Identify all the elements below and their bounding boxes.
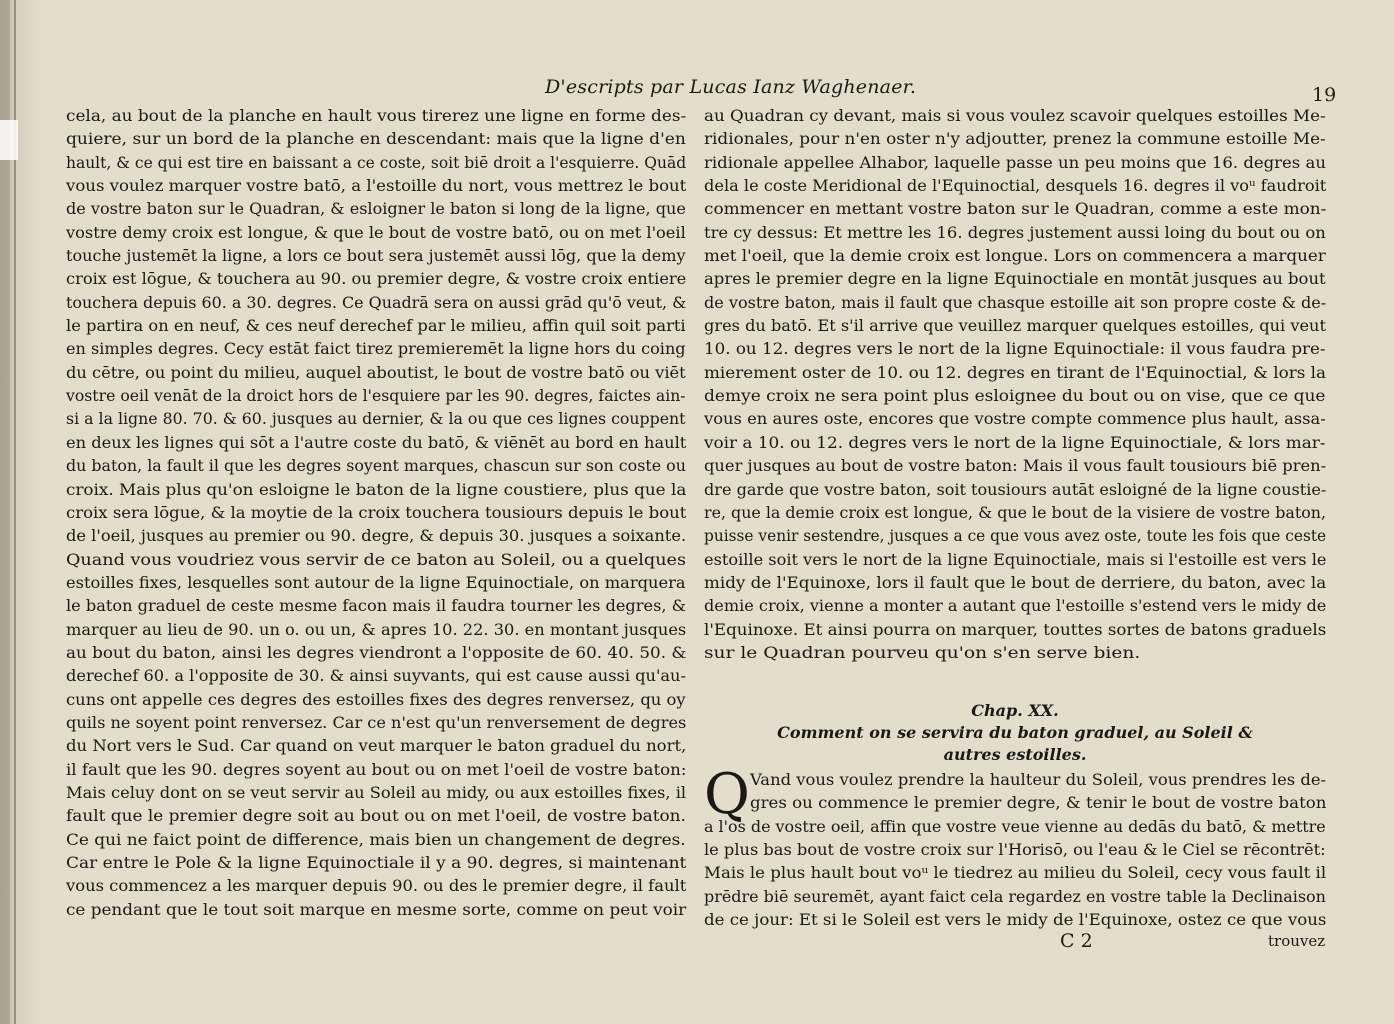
chapter-number: Chap. XX. (971, 701, 1059, 720)
text-line: commencer en mettant vostre baton sur le Quadran, comme a este mon- (704, 199, 1327, 219)
text-line: quils ne soyent point renversez. Car ce n'est qu'un renversement de degres (66, 712, 687, 732)
text-line: estoille soit vers le nort de la ligne Equinoctiale, mais si l'estoille est vers le (704, 549, 1327, 569)
text-line: le plus bas bout de vostre croix sur l'Horisō, ou l'eau & le Ciel se rēcontrēt: (704, 840, 1326, 860)
running-head: D'escripts par Lucas Ianz Waghenaer. (545, 76, 917, 98)
text-line: voir a 10. ou 12. degres vers le nort de la ligne Equinoctiale, & lors mar- (704, 432, 1326, 452)
text-line: en deux les lignes qui sōt a l'autre coste du batō, & viēnēt au bord en hault (66, 432, 687, 452)
chapter-title-line-2: autres estoilles. (943, 745, 1087, 764)
text-line: croix. Mais plus qu'on esloigne le baton de la ligne coustiere, plus que la (66, 479, 687, 499)
text-line: ridionales, pour n'en oster n'y adjoutter, prenez la commune estoille Me- (704, 129, 1326, 149)
drop-cap: Q (704, 762, 750, 827)
text-line: il fault que les 90. degres soyent au bout ou on met l'oeil de vostre baton: (66, 759, 687, 779)
text-line: quer jusques au bout de vostre baton: Mais il vous fault tousiours biē pren- (704, 456, 1327, 476)
text-line: vous commencez a les marquer depuis 90. ou des le premier degre, il fault (66, 876, 687, 896)
text-line: Ce qui ne faict point de difference, mais bien un changement de degres. (66, 829, 686, 849)
text-line: Quand vous voudriez vous servir de ce baton au Soleil, ou a quelques (66, 549, 687, 569)
text-line: Vand vous voulez prendre la haulteur du Soleil, vous prendres les de- (750, 770, 1327, 789)
text-line: du baton, la fault il que les degres soyent marques, chascun sur son coste ou (66, 456, 686, 476)
text-line: au Quadran cy devant, mais si vous voulez scavoir quelques estoilles Me- (704, 106, 1326, 125)
text-line: apres le premier degre en la ligne Equinoctiale en montāt jusques au bout (704, 269, 1326, 289)
text-line: ridionale appellee Alhabor, laquelle passe un peu moins que 16. degres au (704, 152, 1326, 172)
right-column (704, 104, 1326, 664)
chapter-body (704, 762, 1327, 931)
text-line: touche justemēt la ligne, a lors ce bout sera justemēt aussi lōg, que la demy (66, 246, 686, 266)
text-line: gres du batō. Et s'il arrive que veuillez marquer quelques estoilles, qui veut (704, 316, 1326, 336)
text-line: de vostre baton sur le Quadran, & esloigner le baton si long de la ligne, que (66, 199, 686, 219)
text-line: demye croix ne sera point plus esloignee du bout ou on vise, que ce que (704, 386, 1326, 406)
page-number: 19 (1312, 84, 1337, 106)
text-line: quiere, sur un bord de la planche en descendant: mais que la ligne d'en (66, 129, 686, 149)
text-line: croix sera lōgue, & la moytie de la croix touchera tousiours depuis le bout (66, 502, 687, 522)
text-line: au bout du baton, ainsi les degres viendront a l'opposite de 60. 40. 50. & (66, 642, 687, 662)
text-line: dre garde que vostre baton, soit tousiours autāt esloigné de la ligne coustie- (704, 479, 1327, 499)
text-line: demie croix, vienne a monter a autant que l'estoille s'estend vers le midy de (704, 596, 1327, 616)
text-line: derechef 60. a l'opposite de 30. & ainsi suyvants, qui est cause aussi qu'au- (66, 666, 686, 686)
text-line: du cētre, ou point du milieu, auquel aboutist, le bout de vostre batō ou viēt (66, 362, 686, 382)
text-line: si a la ligne 80. 70. & 60. jusques au dernier, & la ou que ces lignes couppent (66, 409, 686, 429)
text-line: le partira on en neuf, & ces neuf derechef par le milieu, affin quil soit parti (66, 316, 686, 336)
text-line: re, que la demie croix est longue, & que le bout de la visiere de vostre baton, (704, 502, 1326, 522)
text-line: vous en aures oste, encores que vostre compte commence plus hault, assa- (704, 409, 1326, 429)
text-line: croix est lōgue, & touchera au 90. ou premier degre, & vostre croix entiere (66, 269, 687, 289)
paper-tear (0, 120, 18, 160)
text-line: midy de l'Equinoxe, lors il fault que le bout de derriere, du baton, avec la (704, 572, 1327, 592)
text-line: fault que le premier degre soit au bout ou on met l'oeil, de vostre baton. (66, 806, 686, 826)
text-line: l'Equinoxe. Et ainsi pourra on marquer, touttes sortes de batons graduels (704, 619, 1327, 639)
text-line: cela, au bout de la planche en hault vous tirerez une ligne en forme des- (66, 106, 687, 125)
chapter-heading (704, 700, 1326, 766)
text-line: gres ou commence le premier degre, & tenir le bout de vostre baton (750, 793, 1327, 813)
text-line: 10. ou 12. degres vers le nort de la ligne Equinoctiale: il vous faudra pre- (704, 339, 1326, 359)
text-line: Mais celuy dont on se veut servir au Soleil au midy, ou aux estoilles fixes, il (66, 782, 687, 802)
text-line: touchera depuis 60. a 30. degres. Ce Quadrā sera on aussi grād qu'ō veut, & (66, 292, 687, 312)
text-line: du Nort vers le Sud. Car quand on veut marquer le baton graduel du nort, (66, 736, 687, 756)
text-line: vostre oeil venāt de la droict hors de l'esquiere par les 90. degres, faictes ain- (66, 386, 686, 406)
text-line: cuns ont appelle ces degres des estoilles fixes des degres renversez, qu oy (66, 689, 686, 709)
catchword: trouvez (1268, 932, 1326, 950)
text-line: ce pendant que le tout soit marque en mesme sorte, comme on peut voir (66, 899, 687, 919)
text-line: le baton graduel de ceste mesme facon mais il faudra tourner les degres, & (66, 596, 687, 616)
left-column (66, 104, 686, 921)
text-line: estoilles fixes, lesquelles sont autour de la ligne Equinoctiale, on marquera (66, 572, 686, 592)
text-line: met l'oeil, que la demie croix est longue. Lors on commencera a marquer (704, 246, 1326, 266)
text-line: Car entre le Pole & la ligne Equinoctiale il y a 90. degres, si maintenant (66, 853, 687, 872)
text-line: Mais le plus hault bout voᵘ le tiedrez au milieu du Soleil, cecy vous fault il (704, 863, 1327, 883)
text-line: vous voulez marquer vostre batō, a l'estoille du nort, vous mettrez le bout (66, 176, 687, 196)
text-line: prēdre biē seuremēt, ayant faict cela regardez en vostre table la Declinaison (704, 886, 1326, 906)
text-line: dela le coste Meridional de l'Equinoctial, desquels 16. degres il voᵘ faudroit (704, 176, 1327, 196)
text-line: vostre demy croix est longue, & que le bout de vostre batō, ou on met l'oeil (66, 222, 686, 242)
text-line: de ce jour: Et si le Soleil est vers le midy de l'Equinoxe, ostez ce que vous (704, 910, 1327, 930)
text-line: marquer au lieu de 90. un o. ou un, & apres 10. 22. 30. en montant jusques (66, 619, 687, 639)
text-line: sur le Quadran pourveu qu'on s'en serve bien. (704, 642, 1141, 662)
chapter-title-line-1: Comment on se servira du baton graduel, au Soleil & (777, 723, 1253, 742)
text-line: en simples degres. Cecy estāt faict tirez premieremēt la ligne hors du coing (66, 339, 686, 359)
text-line: tre cy dessus: Et mettre les 16. degres justement aussi loing du bout ou on (704, 222, 1326, 242)
text-line: a l'os de vostre oeil, affin que vostre veue vienne au dedās du batō, & mettre (704, 816, 1326, 836)
text-line: de l'oeil, jusques au premier ou 90. degre, & depuis 30. jusques a soixante. (66, 526, 687, 546)
text-line: de vostre baton, mais il fault que chasque estoille ait son propre coste & de- (704, 292, 1327, 312)
text-line: puisse venir sestendre, jusques a ce que vous avez oste, toute les fois que ceste (704, 526, 1327, 546)
text-line: mierement oster de 10. ou 12. degres en tirant de l'Equinoctial, & lors la (704, 362, 1327, 382)
text-line: hault, & ce qui est tire en baissant a ce coste, soit biē droit a l'esquierre. Quād (66, 152, 687, 172)
signature-mark: C 2 (1060, 930, 1093, 952)
